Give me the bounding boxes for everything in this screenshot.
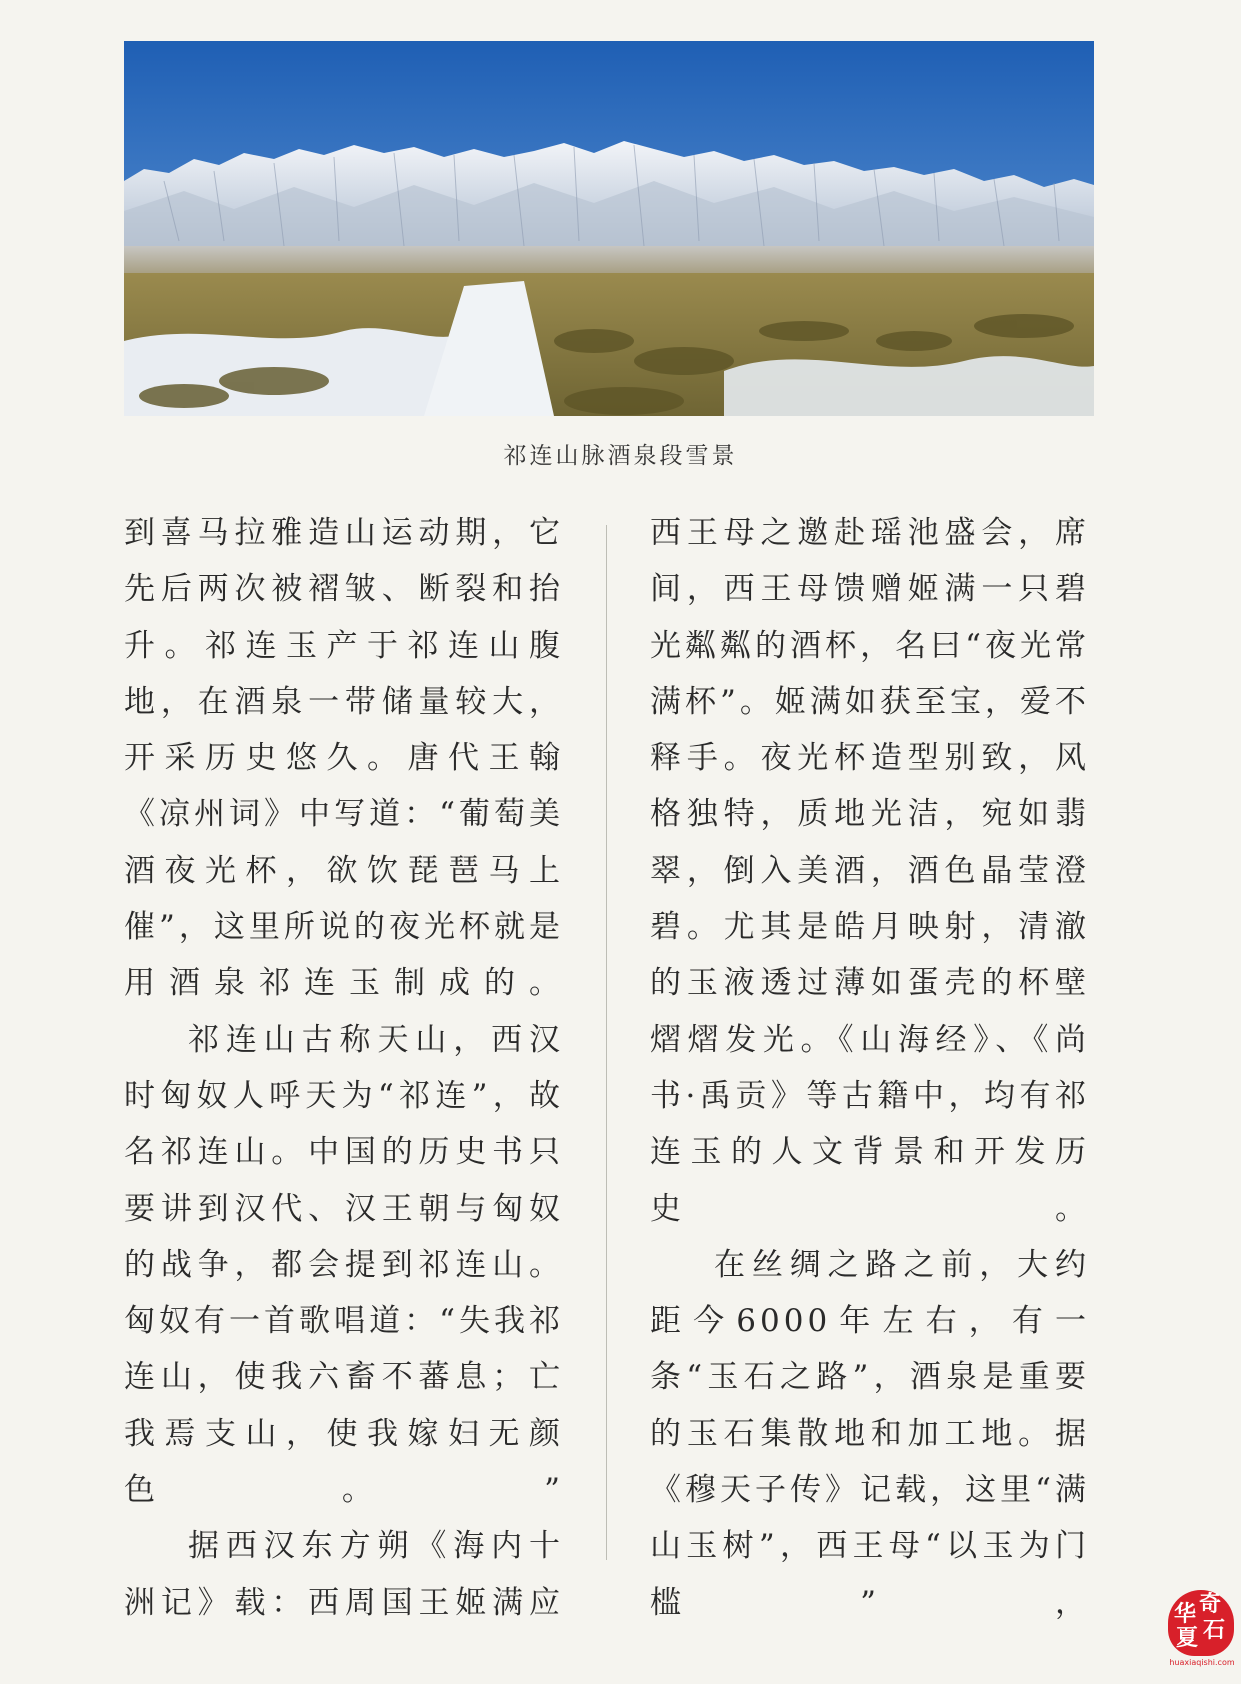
- watermark-url: huaxiaqishi.com: [1169, 1658, 1235, 1667]
- logo-char: 夏: [1176, 1626, 1199, 1651]
- right-column: [650, 505, 1090, 1631]
- logo-char: 华: [1174, 1602, 1197, 1627]
- paragraph: 祁连山古称天山，西汉时匈奴人呼天为“祁连”，故名祁连山。中国的历史书只要讲到汉代、汉王朝与匈奴的战争，都会提到祁连山。匈奴有一首歌唱道：“失我祁连山，使我六畜不蕃息；亡我焉支山，使我嫁妇无颜色。”: [124, 1021, 564, 1509]
- column-divider: [606, 525, 607, 1560]
- seal-icon: [1168, 1590, 1234, 1656]
- logo-char: 石: [1203, 1618, 1226, 1643]
- logo-char: 奇: [1199, 1592, 1222, 1617]
- paragraph: 西王母之邀赴瑶池盛会，席间，西王母馈赠姬满一只碧光粼粼的酒杯，名曰“夜光常满杯”。姬满如获至宝，爱不释手。夜光杯造型别致，风格独特，质地光洁，宛如翡翠，倒入美酒，酒色晶莹澄碧。尤其是皓月映射，清澈的玉液透过薄如蛋壳的杯壁熠熠发光。《山海经》、《尚书·禹贡》等古籍中，均有祁连玉的人文背景和开发历史。: [650, 515, 1090, 1227]
- photo-caption: 祁连山脉酒泉段雪景: [503, 443, 738, 469]
- watermark-logo: [1168, 1590, 1236, 1676]
- landscape-image: [124, 41, 1094, 416]
- paragraph: 在丝绸之路之前，大约距今6000年左右，有一条“玉石之路”，酒泉是重要的玉石集散地和加工地。据《穆天子传》记载，这里“满山玉树”，西王母“以玉为门槛”，: [650, 1246, 1090, 1621]
- paragraph: 据西汉东方朔《海内十洲记》载：西周国王姬满应: [124, 1528, 564, 1621]
- mountain-snow-photo: [124, 41, 1094, 416]
- left-column: [124, 505, 564, 1631]
- paragraph: 到喜马拉雅造山运动期，它先后两次被褶皱、断裂和抬升。祁连玉产于祁连山腹地，在酒泉一带储量较大，开采历史悠久。唐代王翰《凉州词》中写道：“葡萄美酒夜光杯，欲饮琵琶马上催”，这里所说的夜光杯就是用酒泉祁连玉制成的。: [124, 515, 564, 1002]
